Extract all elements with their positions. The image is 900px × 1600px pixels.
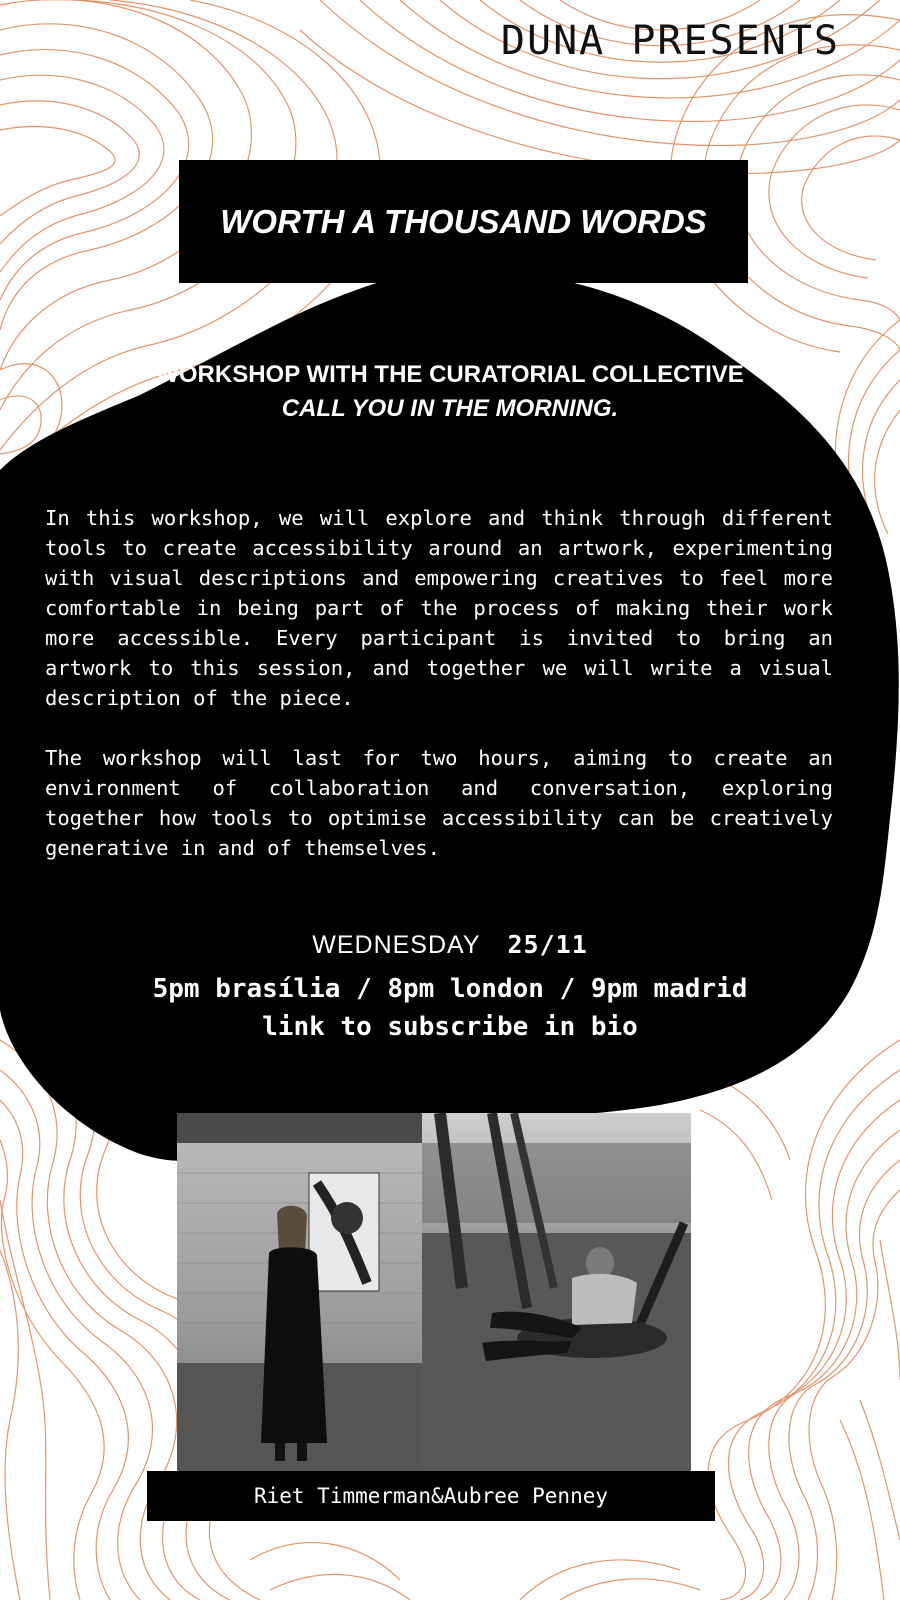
person-name-2: Aubree Penney — [443, 1484, 609, 1508]
title-box — [179, 160, 748, 283]
description — [45, 503, 833, 893]
names-box — [147, 1471, 715, 1521]
photo-riet-icon — [177, 1113, 422, 1471]
photo-collage — [177, 1113, 691, 1471]
event-title: WORTH A THOUSAND WORDS — [220, 202, 707, 240]
event-times-block — [0, 970, 900, 1046]
subtitle-line2: CALL YOU IN THE MORNING. — [281, 395, 619, 422]
event-weekday: WEDNESDAY — [312, 931, 481, 959]
date-line — [0, 930, 900, 960]
description-paragraph-1: In this workshop, we will explore and think through different tools to create accessibility around an artwork, experimenting with visual descriptions and empowering creatives to feel more comfortable in being part of the process of making their work more accessible. Every participant is invited to bring an artwork to this session, and together we will write a visual description of the piece. — [45, 506, 833, 710]
subtitle-line1: WORKSHOP WITH THE CURATORIAL COLLECTIVE — [156, 361, 744, 388]
event-date: 25/11 — [507, 930, 588, 959]
presenter-heading: DUNA PRESENTS — [500, 18, 840, 64]
photo-aubree-icon — [422, 1113, 691, 1471]
description-paragraph-2: The workshop will last for two hours, aiming to create an environment of collaboration and conversation, exploring together how tools to optimise accessibility can be creatively generative in and of themselves. — [45, 746, 833, 860]
subscribe-cta: link to subscribe in bio — [262, 1012, 638, 1042]
event-times: 5pm brasília / 8pm london / 9pm madrid — [152, 974, 748, 1004]
person-name-1: Riet Timmerman — [253, 1484, 431, 1508]
names-separator: & — [430, 1484, 444, 1508]
subtitle — [0, 358, 900, 426]
